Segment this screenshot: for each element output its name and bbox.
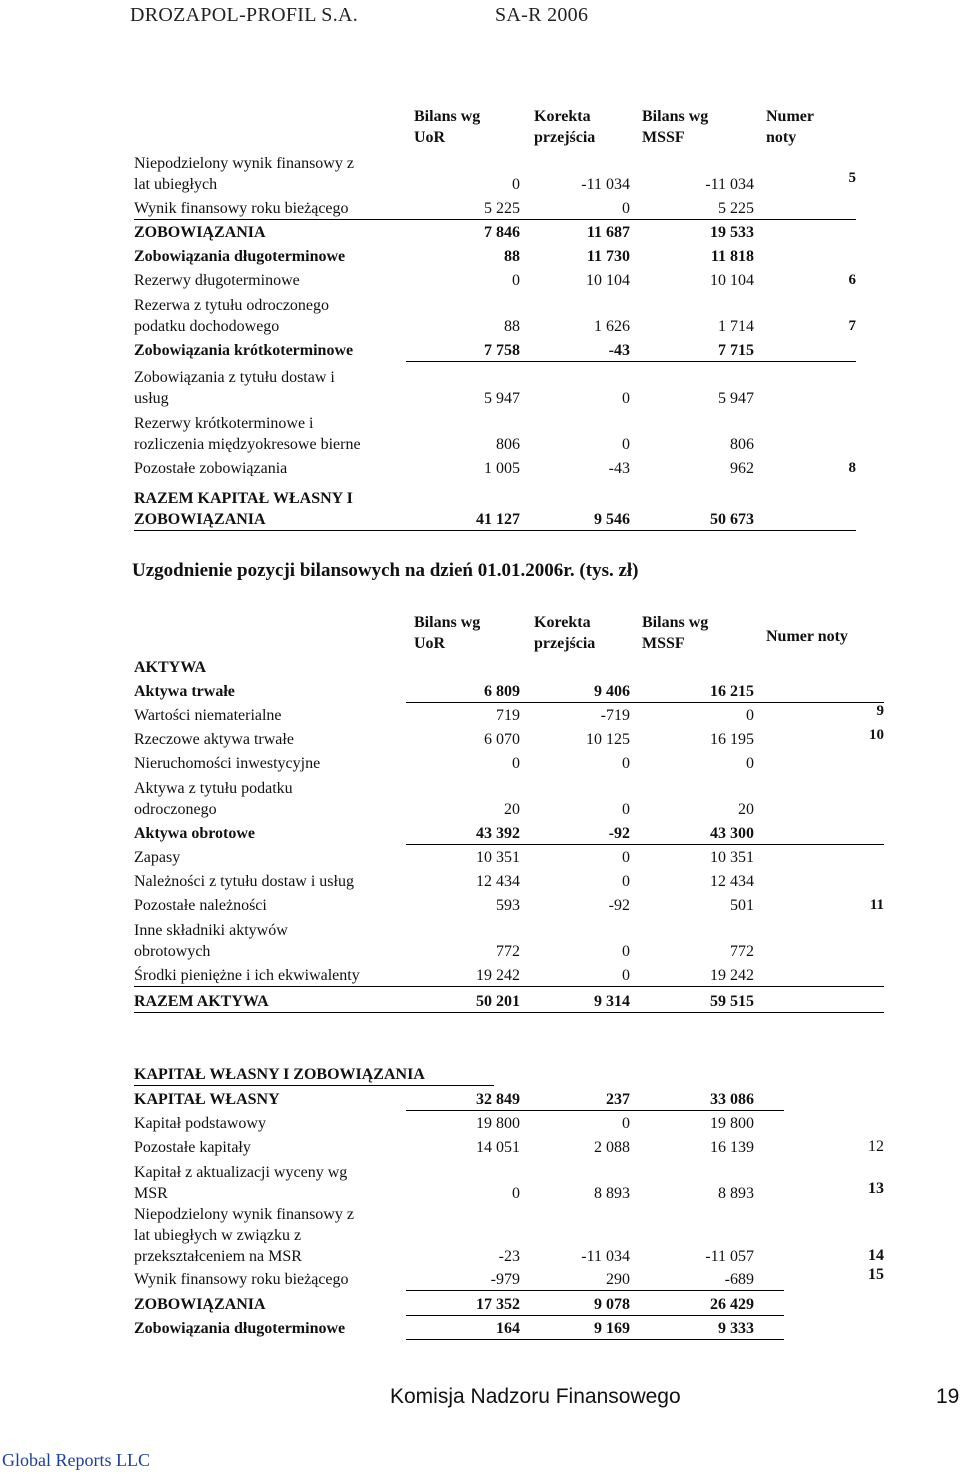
table-row: Rzeczowe aktywa trwałe 6 070 10 125 16 195 10 bbox=[134, 727, 884, 748]
section-title: Uzgodnienie pozycji bilansowych na dzień 01.01.2006r. (tys. zł) bbox=[132, 560, 639, 581]
footer-text: Komisja Nadzoru Finansowego bbox=[390, 1385, 681, 1408]
col-korekta: Korekta przejścia bbox=[534, 614, 596, 652]
aktywa-label: AKTYWA bbox=[134, 659, 207, 676]
col-bilans-mssf: Bilans wg MSSF bbox=[642, 614, 709, 652]
table-row: Rezerwy długoterminowe 0 10 104 10 104 6 bbox=[134, 272, 856, 289]
col-korekta: Korekta przejścia bbox=[534, 108, 596, 146]
table-row: Aktywa trwałe 6 809 9 406 16 215 bbox=[134, 678, 884, 702]
table-row: Wynik finansowy roku bieżącego 5 225 0 5 225 bbox=[134, 195, 856, 219]
col-bilans-uor: Bilans wg UoR bbox=[414, 108, 481, 146]
brand-watermark: Global Reports LLC bbox=[2, 1450, 150, 1470]
table-row: KAPITAŁ WŁASNY 32 849 237 33 086 bbox=[134, 1086, 884, 1110]
table-row: Inne składniki aktywów obrotowych 772 0 772 bbox=[134, 922, 754, 960]
table-row: Pozostałe należności 593 -92 501 11 bbox=[134, 897, 884, 914]
table1-column-headers bbox=[134, 106, 856, 156]
table-row: Środki pieniężne i ich ekwiwalenty 19 242 0 19 242 bbox=[134, 962, 884, 986]
table-row: Zobowiązania długoterminowe 88 11 730 11 818 bbox=[134, 248, 754, 265]
table-row: Zobowiązania z tytułu dostaw i usług 5 947 0 5 947 bbox=[134, 369, 754, 407]
col-bilans-uor: Bilans wg UoR bbox=[414, 614, 481, 652]
table-row: Rezerwa z tytułu odroczonego podatku dochodowego 88 1 626 1 714 7 bbox=[134, 297, 856, 335]
table-row: Aktywa z tytułu podatku odroczonego 20 0 20 bbox=[134, 780, 754, 818]
col-bilans-mssf: Bilans wg MSSF bbox=[642, 108, 709, 146]
table-row: Niepodzielony wynik finansowy z lat ubiegłych w związku z przekształceniem na MSR -23 -11 034 -11 057 14 bbox=[134, 1206, 884, 1265]
page-number: 19 bbox=[936, 1385, 960, 1408]
table-row: ZOBOWIĄZANIA 17 352 9 078 26 429 bbox=[134, 1291, 884, 1315]
table3-heading: KAPITAŁ WŁASNY I ZOBOWIĄZANIA bbox=[134, 1062, 884, 1086]
table-row: Zobowiązania krótkoterminowe 7 758 -43 7 715 bbox=[134, 337, 856, 361]
table-row: Zobowiązania długoterminowe 164 9 169 9 333 bbox=[134, 1315, 884, 1339]
table-row: RAZEM KAPITAŁ WŁASNY I ZOBOWIĄZANIA 41 127 9 546 50 673 bbox=[134, 485, 856, 530]
table-row: RAZEM AKTYWA 50 201 9 314 59 515 bbox=[134, 988, 884, 1012]
company-name: DROZAPOL-PROFIL S.A. bbox=[130, 4, 359, 26]
table-row: Zapasy 10 351 0 10 351 bbox=[134, 849, 754, 866]
table-row: Rezerwy krótkoterminowe i rozliczenia międzyokresowe bierne 806 0 806 bbox=[134, 415, 754, 453]
table-row: ZOBOWIĄZANIA 7 846 11 687 19 533 bbox=[134, 224, 754, 241]
table-row: Pozostałe zobowiązania 1 005 -43 962 8 bbox=[134, 460, 856, 477]
table-row: Należności z tytułu dostaw i usług 12 434 0 12 434 bbox=[134, 873, 754, 890]
table-row: Aktywa obrotowe 43 392 -92 43 300 bbox=[134, 820, 884, 844]
table-row: Kapitał podstawowy 19 800 0 19 800 bbox=[134, 1115, 754, 1132]
report-code: SA-R 2006 bbox=[495, 4, 589, 26]
table-row: Wynik finansowy roku bieżącego -979 290 -689 15 bbox=[134, 1266, 884, 1288]
table-row: Pozostałe kapitały 14 051 2 088 16 139 12 bbox=[134, 1138, 884, 1156]
table-row: Wartości niematerialne 719 -719 0 9 bbox=[134, 703, 884, 724]
table-row: Niepodzielony wynik finansowy z lat ubiegłych 0 -11 034 -11 034 5 bbox=[134, 155, 856, 193]
table-row: Kapitał z aktualizacji wyceny wg MSR 0 8 893 8 893 13 bbox=[134, 1164, 884, 1202]
liabilities-table bbox=[134, 106, 856, 156]
table-row: Nieruchomości inwestycyjne 0 0 0 bbox=[134, 755, 754, 772]
col-numer-noty: Numer noty bbox=[766, 108, 814, 146]
col-numer-noty: Numer noty bbox=[766, 628, 848, 645]
